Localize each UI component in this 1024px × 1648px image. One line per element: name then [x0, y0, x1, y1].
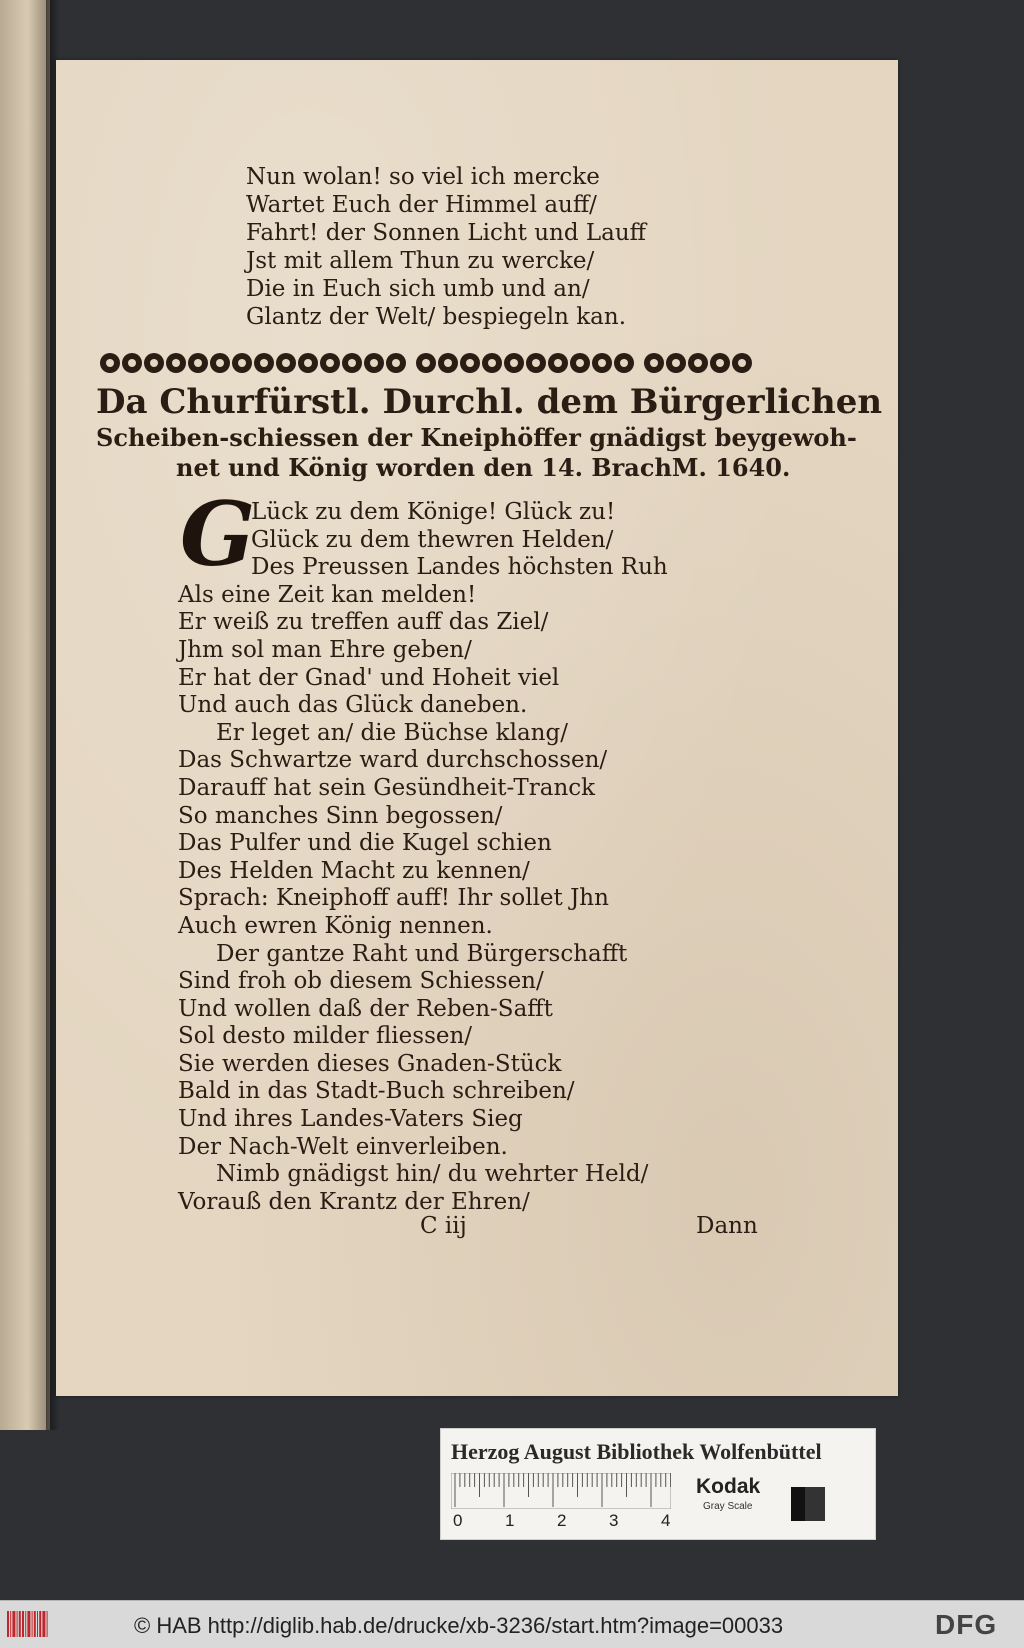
verse-top: [246, 163, 646, 331]
poem-line: So manches Sinn begossen/: [178, 802, 503, 829]
signature-mark: C iij: [420, 1213, 467, 1239]
barcode-bar: [37, 1611, 38, 1637]
ornament-rosette-center: [510, 359, 518, 367]
poem-line: Lück zu dem Könige! Glück zu!: [251, 499, 616, 525]
barcode-bar: [22, 1611, 24, 1637]
poem: [178, 499, 668, 1216]
ruler-number: 1: [505, 1511, 515, 1530]
ornament-rosette-center: [576, 359, 584, 367]
ornament-rosette-center: [106, 359, 114, 367]
dfg-logo: DFG: [935, 1609, 998, 1640]
poem-line: Sprach: Kneiphoff auff! Ihr sollet Jhn: [178, 885, 609, 912]
poem-line: Des Helden Macht zu kennen/: [178, 857, 530, 884]
heading-line-2: Scheiben-schiessen der Kneiphöffer gnädigst beygewoh-: [96, 423, 857, 452]
heading-line-1: Da Churfürstl. Durchl. dem Bürgerlichen: [96, 382, 883, 422]
poem-line: Der Nach-Welt einverleiben.: [178, 1133, 508, 1160]
ornament-border: [96, 348, 764, 378]
barcode-bar: [34, 1611, 36, 1637]
barcode-bar: [47, 1611, 48, 1637]
poem-line: Darauff hat sein Gesündheit-Tranck: [178, 774, 596, 801]
ruler-number: 3: [609, 1511, 619, 1530]
ornament-rosette-center: [392, 359, 400, 367]
barcode-bar: [25, 1611, 26, 1637]
barcode-bar: [32, 1611, 33, 1637]
barcode-bar: [7, 1611, 9, 1637]
poem-line: Er weiß zu treffen auff das Ziel/: [178, 609, 549, 636]
ornament-rosette-center: [672, 359, 680, 367]
grayscale-label: Gray Scale: [703, 1501, 753, 1512]
verse-line: Wartet Euch der Himmel auff/: [246, 192, 597, 218]
ruler-number: 2: [557, 1511, 567, 1530]
ornament-rosette-center: [444, 359, 452, 367]
poem-line: Er hat der Gnad' und Hoheit viel: [178, 664, 560, 691]
poem-line: Und wollen daß der Reben-Safft: [178, 995, 553, 1022]
book-page: [56, 60, 898, 1396]
ornament-rosette-center: [172, 359, 180, 367]
ornament-rosette-center: [554, 359, 562, 367]
barcode-bar: [17, 1611, 18, 1637]
verse-line: Die in Euch sich umb und an/: [246, 276, 590, 302]
poem-line: Sind froh ob diesem Schiessen/: [178, 968, 544, 995]
ornament-rosette-center: [422, 359, 430, 367]
heading-line-3: net und König worden den 14. BrachM. 1640.: [176, 453, 791, 482]
ornament-rosette-center: [466, 359, 474, 367]
ornament-rosette-center: [150, 359, 158, 367]
ornament-rosette-center: [532, 359, 540, 367]
barcode-bar: [19, 1611, 21, 1637]
catchword: Dann: [696, 1213, 758, 1239]
poem-line: Glück zu dem thewren Helden/: [251, 526, 614, 553]
footer-credit-link[interactable]: © HAB http://diglib.hab.de/drucke/xb-3236/start.htm?image=00033: [134, 1613, 784, 1638]
drop-cap: G: [180, 482, 256, 586]
ornament-rosette-center: [326, 359, 334, 367]
poem-line: Und ihres Landes-Vaters Sieg: [178, 1106, 523, 1133]
poem-line: Als eine Zeit kan melden!: [178, 581, 477, 608]
poem-line: Das Pulfer und die Kugel schien: [178, 830, 552, 857]
poem-line: Jhm sol man Ehre geben/: [178, 636, 472, 663]
poem-line: Und auch das Glück daneben.: [178, 692, 528, 719]
ruler-number: 4: [661, 1511, 671, 1530]
ruler-icon: [451, 1473, 671, 1509]
ornament-rosette-center: [716, 359, 724, 367]
ornament-rosette-center: [304, 359, 312, 367]
ornament-rosette-center: [260, 359, 268, 367]
ornament-rosette-center: [488, 359, 496, 367]
ornament-rosette-center: [598, 359, 606, 367]
barcode-icon: [6, 1611, 48, 1637]
ornament-rosette-center: [650, 359, 658, 367]
ornament-rosette-center: [348, 359, 356, 367]
barcode-bar: [42, 1611, 45, 1637]
viewer-footer: [0, 1600, 1024, 1648]
poem-line: Auch ewren König nennen.: [178, 912, 493, 939]
previous-page-edge: [0, 0, 50, 1430]
verse-line: Glantz der Welt/ bespiegeln kan.: [246, 304, 627, 330]
poem-line: Vorauß den Krantz der Ehren/: [178, 1188, 530, 1215]
ornament-rosette-center: [370, 359, 378, 367]
kodak-brand: Kodak: [696, 1475, 761, 1498]
verse-line: Nun wolan! so viel ich mercke: [246, 164, 600, 190]
barcode-bar: [12, 1611, 15, 1637]
library-name: Herzog August Bibliothek Wolfenbüttel: [451, 1439, 822, 1464]
ornament-rosette-center: [194, 359, 202, 367]
ornament-rosette-center: [738, 359, 746, 367]
poem-line: Des Preussen Landes höchsten Ruh: [251, 554, 668, 581]
poem-line: Der gantze Raht und Bürgerschafft: [216, 940, 628, 967]
barcode-bar: [39, 1611, 41, 1637]
barcode-bar: [10, 1611, 11, 1637]
poem-line: Sol desto milder fliessen/: [178, 1023, 473, 1050]
color-scale-card: [440, 1428, 876, 1540]
ornament-rosette-center: [128, 359, 136, 367]
ruler-number: 0: [453, 1511, 463, 1530]
ornament-rosette-center: [620, 359, 628, 367]
ornament-rosette-center: [238, 359, 246, 367]
gray-patch-dark: [805, 1487, 825, 1521]
ornament-rosette-center: [282, 359, 290, 367]
ornament-rosette-center: [216, 359, 224, 367]
poem-line: Nimb gnädigst hin/ du wehrter Held/: [216, 1161, 649, 1188]
poem-line: Das Schwartze ward durchschossen/: [178, 747, 608, 774]
ornament-rosette-center: [694, 359, 702, 367]
poem-line: Sie werden dieses Gnaden-Stück: [178, 1050, 562, 1077]
verse-line: Fahrt! der Sonnen Licht und Lauff: [246, 220, 646, 246]
barcode-bar: [27, 1611, 30, 1637]
verse-line: Jst mit allem Thun zu wercke/: [246, 248, 595, 274]
poem-line: Bald in das Stadt-Buch schreiben/: [178, 1078, 575, 1105]
gray-patch-black: [791, 1487, 805, 1521]
poem-line: Er leget an/ die Büchse klang/: [216, 719, 568, 746]
